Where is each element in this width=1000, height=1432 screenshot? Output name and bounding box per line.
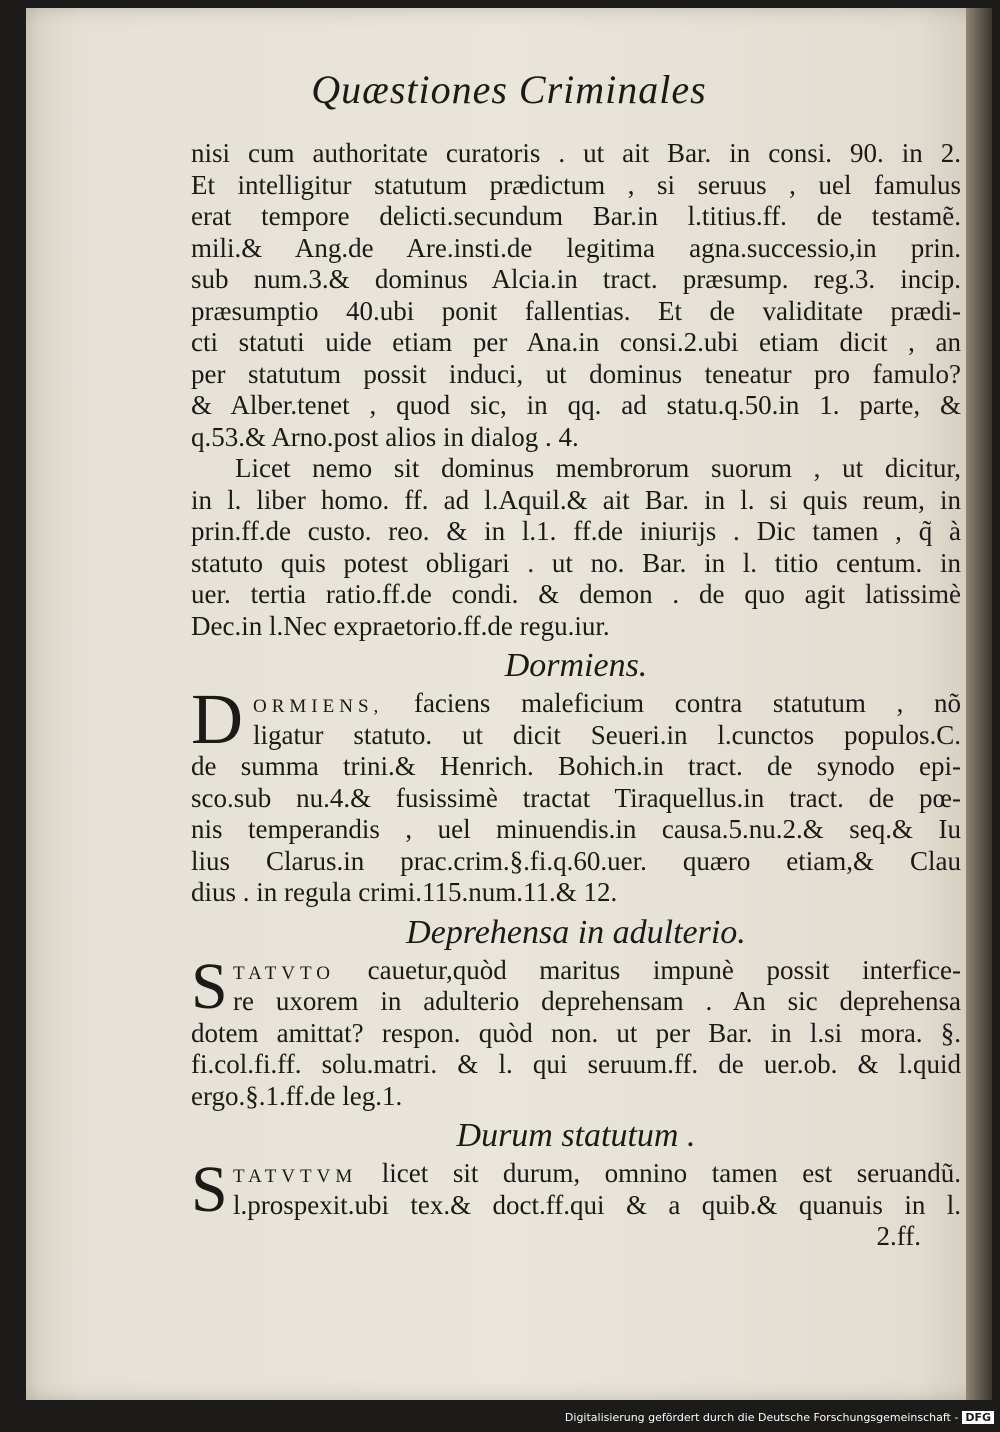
text-line: prin.ff.de custo. reo. & in l.1. ff.de iniurijs . Dic tamen , q̃ à xyxy=(191,516,961,546)
paragraph-durum xyxy=(191,1153,961,1226)
credit-text: Digitalisierung gefördert durch die Deutsche Forschungsgemeinschaft - xyxy=(564,1411,959,1424)
text-line: præsumptio 40.ubi ponit fallentias. Et de validitate prædi- xyxy=(191,295,961,326)
text-line: erat tempore delicti.secundum Bar.in l.titius.ff. de testamẽ. xyxy=(191,201,961,231)
paragraph-licet xyxy=(191,453,961,642)
section-continuation xyxy=(191,138,961,453)
text-line: Dec.in l.Nec expraetorio.ff.de regu.iur. xyxy=(191,610,610,641)
text-line: nis temperandis , uel minuendis.in causa.5.nu.2.& seq.& Iu xyxy=(191,814,961,844)
drop-cap: S xyxy=(191,1153,228,1226)
text-line: l.prospexit.ubi tex.& doct.ff.qui & a quib.& quanuis in l. xyxy=(233,1189,961,1220)
text-line: uer. tertia ratio.ff.de condi. & demon . de quo agit latissimè xyxy=(191,579,961,609)
text-line xyxy=(191,955,961,987)
text-line: de summa trini.& Henrich. Bohich.in tract. de synodo epi- xyxy=(191,751,961,781)
text-line: & Alber.tenet , quod sic, in qq. ad statu.q.50.in 1. parte, & xyxy=(191,390,961,420)
digitization-credit xyxy=(0,1411,994,1424)
text-line: q.53.& Arno.post alios in dialog . 4. xyxy=(191,421,579,452)
text-line: dius . in regula crimi.115.num.11.& 12. xyxy=(191,877,618,907)
text-line: Licet nemo sit dominus membrorum suorum , ut dicitur, xyxy=(235,453,961,483)
section-heading-durum: Durum statutum . xyxy=(456,1117,696,1154)
text-line: mili.& Ang.de Are.insti.de legitima agna.successio,in prin. xyxy=(191,232,961,263)
text-line: re uxorem in adulterio deprehensam . An sic deprehensa xyxy=(233,986,961,1016)
drop-cap: S xyxy=(191,949,228,1023)
line-text: licet sit durum, omnino tamen est seruandũ. xyxy=(381,1158,961,1188)
small-caps-opening: ORMIENS, xyxy=(253,696,384,717)
text-line: sco.sub nu.4.& fusissimè tractat Tiraquellus.in tract. de pœ- xyxy=(191,782,961,813)
paragraph-deprehensa xyxy=(191,949,961,1113)
text-line: sub num.3.& dominus Alcia.in tract. præsump. reg.3. incip. xyxy=(191,264,961,294)
line-text: faciens maleficium contra statutum , nõ xyxy=(413,688,961,718)
line-text: cauetur,quòd maritus impunè possit interfice- xyxy=(367,954,961,985)
page-body xyxy=(191,138,961,1253)
section-heading-deprehensa: Deprehensa in adulterio. xyxy=(406,913,746,951)
page-spine-shadow xyxy=(966,8,992,1400)
text-line: statuto quis potest obligari . ut no. Bar. in l. titio centum. in xyxy=(191,547,961,578)
paragraph-lines xyxy=(191,1153,961,1226)
text-line xyxy=(191,1158,961,1190)
paragraph-lines xyxy=(191,679,961,909)
text-line: ergo.§.1.ff.de leg.1. xyxy=(191,1080,403,1111)
text-line: ligatur statuto. ut dicit Seueri.in l.cunctos populos.C. xyxy=(253,719,961,750)
text-line: dotem amittat? respon. quòd non. ut per Bar. in l.si mora. §. xyxy=(191,1017,961,1048)
running-header: Quæstiones Criminales xyxy=(311,67,707,112)
text-line: per statutum possit induci, ut dominus teneatur pro famulo? xyxy=(191,358,961,389)
text-line xyxy=(191,688,961,720)
catchword: 2.ff. xyxy=(876,1221,921,1251)
drop-cap: D xyxy=(191,679,243,759)
text-line: fi.col.fi.ff. solu.matri. & l. qui seruum.ff. de uer.ob. & l.quid xyxy=(191,1049,961,1079)
text-line: in l. liber homo. ff. ad l.Aquil.& ait Bar. in l. si quis reum, in xyxy=(191,484,961,515)
section-heading-dormiens: Dormiens. xyxy=(504,647,648,684)
text-line: nisi cum authoritate curatoris . ut ait Bar. in consi. 90. in 2. xyxy=(191,138,961,168)
paragraph-lines xyxy=(191,949,961,1113)
text-line: cti statuti uide etiam per Ana.in consi.2.ubi etiam dicit , an xyxy=(191,327,961,357)
small-caps-opening: TATVTVM xyxy=(233,1166,358,1187)
paragraph-dormiens xyxy=(191,679,961,909)
text-line: lius Clarus.in prac.crim.§.fi.q.60.uer. quæro etiam,& Clau xyxy=(191,845,961,876)
text-line: Et intelligitur statutum prædictum , si seruus , uel famulus xyxy=(191,169,961,200)
small-caps-opening: TATVTO xyxy=(233,962,336,984)
dfg-logo: DFG xyxy=(962,1411,994,1424)
book-page xyxy=(26,8,992,1400)
